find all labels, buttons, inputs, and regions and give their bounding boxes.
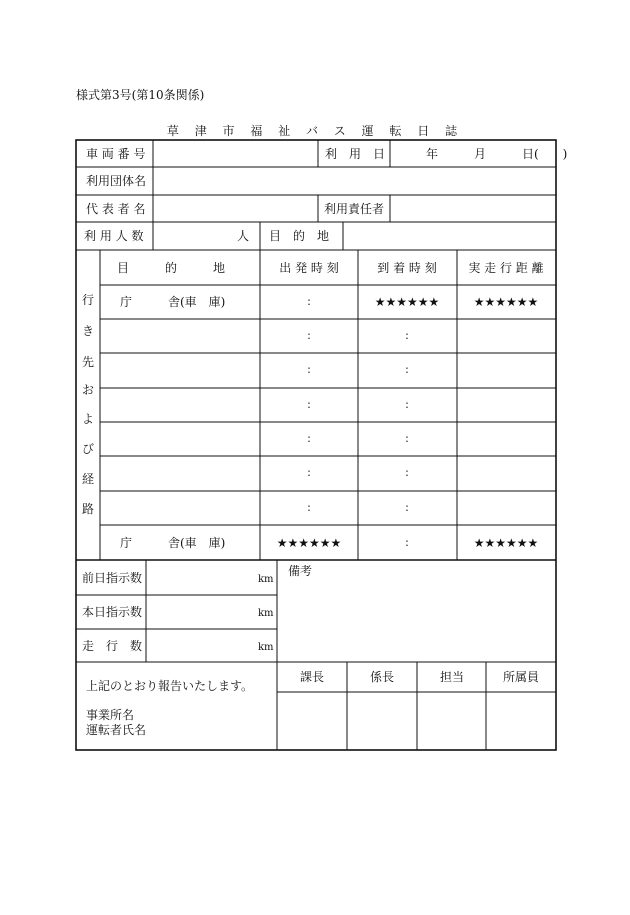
route-side-char: お bbox=[81, 383, 95, 397]
representative-label: 代 表 者 名 bbox=[86, 202, 146, 216]
prev-day-reading-label: 前日指示数 bbox=[82, 571, 143, 585]
representative-field[interactable] bbox=[160, 202, 310, 216]
distance-header: 実 走 行 距 離 bbox=[468, 261, 544, 275]
use-date-field[interactable]: 年 月 日( ) bbox=[426, 147, 568, 161]
route-side-char: よ bbox=[81, 412, 95, 426]
prev-day-unit: km bbox=[258, 574, 274, 585]
masked-departure: ★★★★★★ bbox=[276, 536, 342, 550]
users-unit: 人 bbox=[237, 229, 250, 243]
departure-time-field[interactable]: : bbox=[307, 295, 311, 308]
document-title: 草 津 市 福 祉 バ ス 運 転 日 誌 bbox=[166, 124, 464, 138]
departure-time-field[interactable]: : bbox=[307, 501, 311, 514]
route-side-char: 経 bbox=[81, 472, 95, 486]
departure-time-field[interactable]: : bbox=[307, 329, 311, 342]
arrival-time-field[interactable]: : bbox=[405, 329, 409, 342]
approval-staff: 所属員 bbox=[502, 670, 540, 684]
approval-chief: 係長 bbox=[369, 670, 395, 684]
route-side-char: 路 bbox=[81, 502, 95, 516]
arrival-time-field[interactable]: : bbox=[405, 536, 409, 549]
use-date-label: 利 用 日 bbox=[325, 147, 386, 161]
masked-distance: ★★★★★★ bbox=[473, 295, 539, 309]
masked-arrival: ★★★★★★ bbox=[374, 295, 440, 309]
group-name-label: 利用団体名 bbox=[86, 174, 147, 188]
group-name-field[interactable] bbox=[160, 174, 545, 188]
run-distance-label: 走 行 数 bbox=[82, 639, 143, 653]
responsible-label: 利用責任者 bbox=[324, 202, 385, 216]
masked-distance: ★★★★★★ bbox=[473, 536, 539, 550]
approval-in-charge: 担当 bbox=[439, 670, 465, 684]
responsible-field[interactable] bbox=[396, 202, 546, 216]
arrival-time-field[interactable]: : bbox=[405, 363, 409, 376]
arrival-time-field[interactable]: : bbox=[405, 466, 409, 479]
users-count-field[interactable] bbox=[160, 229, 235, 243]
route-return-office: 庁 舎(車 庫) bbox=[120, 536, 226, 550]
purpose-label: 目 的 地 bbox=[269, 229, 330, 243]
route-side-char: き bbox=[81, 324, 95, 338]
today-reading-label: 本日指示数 bbox=[82, 605, 143, 619]
departure-time-field[interactable]: : bbox=[307, 398, 311, 411]
users-count-label: 利 用 人 数 bbox=[84, 229, 144, 243]
arrival-time-field[interactable]: : bbox=[405, 398, 409, 411]
arrival-time-field[interactable]: : bbox=[405, 501, 409, 514]
purpose-field[interactable] bbox=[350, 229, 546, 243]
route-side-char: 行 bbox=[81, 293, 95, 307]
route-origin-office: 庁 舎(車 庫) bbox=[120, 295, 226, 309]
report-statement: 上記のとおり報告いたします。 bbox=[86, 679, 254, 693]
arrival-header: 到 着 時 刻 bbox=[377, 261, 437, 275]
destination-header: 目 的 地 bbox=[117, 261, 226, 275]
departure-header: 出 発 時 刻 bbox=[279, 261, 339, 275]
run-unit: km bbox=[258, 642, 274, 653]
driver-name-label: 運転者氏名 bbox=[86, 723, 147, 737]
form-reference: 様式第3号(第10条関係) bbox=[76, 88, 205, 102]
office-name-label: 事業所名 bbox=[86, 708, 135, 722]
departure-time-field[interactable]: : bbox=[307, 432, 311, 445]
remarks-field[interactable] bbox=[284, 580, 550, 656]
arrival-time-field[interactable]: : bbox=[405, 432, 409, 445]
route-side-char: 先 bbox=[81, 355, 95, 369]
departure-time-field[interactable]: : bbox=[307, 363, 311, 376]
route-side-char: び bbox=[81, 442, 95, 456]
vehicle-number-label: 車 両 番 号 bbox=[86, 147, 146, 161]
departure-time-field[interactable]: : bbox=[307, 466, 311, 479]
approval-section-chief: 課長 bbox=[299, 670, 325, 684]
vehicle-number-field[interactable] bbox=[160, 147, 310, 161]
remarks-label: 備考 bbox=[288, 564, 313, 578]
today-unit: km bbox=[258, 608, 274, 619]
